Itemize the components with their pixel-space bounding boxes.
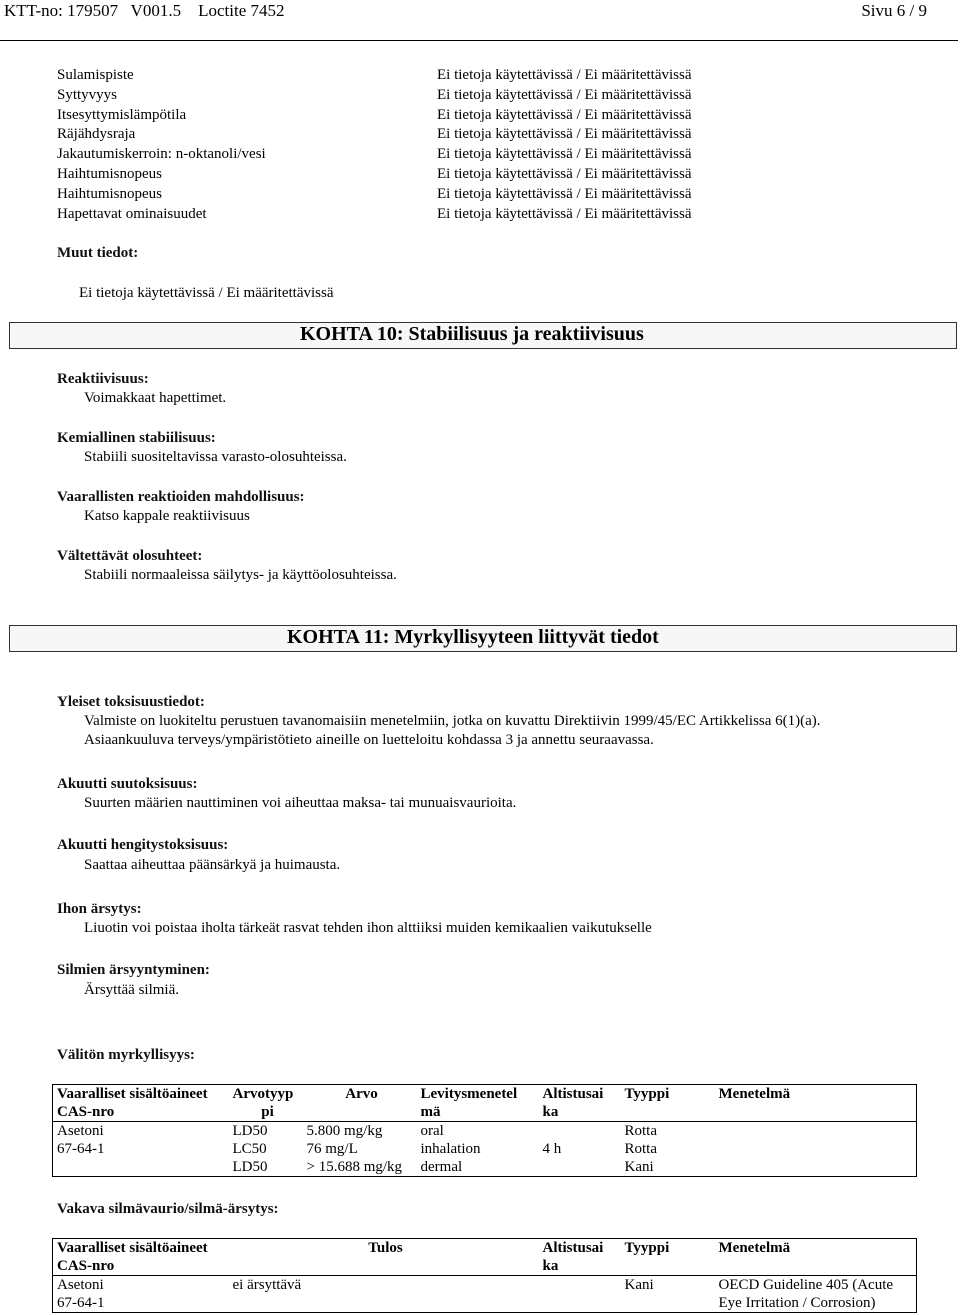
property-label: Hapettavat ominaisuudet — [57, 205, 207, 222]
table-cell: LD50 — [229, 1122, 303, 1141]
eye-irritation-text: Ärsyttää silmiä. — [84, 982, 179, 998]
property-value: Ei tietoja käytettävissä / Ei määritettävissä — [437, 67, 692, 83]
table-header-row — [53, 1239, 917, 1276]
header-method: Menetelmä — [718, 1086, 791, 1102]
table-cell: 76 mg/L — [306, 1141, 358, 1157]
table-cell — [53, 1158, 229, 1177]
other-info-text: Ei tietoja käytettävissä / Ei määritettävissä — [79, 285, 334, 301]
table-header-cell — [53, 1239, 229, 1276]
page-header — [0, 0, 960, 40]
table-cell: > 15.688 mg/kg — [303, 1158, 417, 1177]
acute-inhalation-text: Saattaa aiheuttaa päänsärkyä ja huimausta. — [84, 857, 341, 873]
general-toxicity-text-2: Asiaankuuluva terveys/ympäristötieto aineille on luetteloitu kohdassa 3 ja annettu seuraavassa. — [84, 732, 654, 748]
header-route-2: mä — [420, 1104, 441, 1120]
property-row — [57, 185, 692, 205]
hazardous-reactions-heading: Vaarallisten reaktioiden mahdollisuus: — [57, 489, 305, 505]
table-row — [53, 1140, 917, 1158]
header-species: Tyyppi — [624, 1086, 670, 1102]
table-row — [53, 1158, 917, 1177]
table-row — [53, 1294, 917, 1313]
table-cell: 5.800 mg/kg — [303, 1122, 417, 1141]
table-cell: Rotta — [624, 1141, 657, 1157]
skin-irritation-text: Liuotin voi poistaa iholta tärkeät rasvat tehden ihon alttiiksi muiden kemikaalien vaikutukselle — [84, 920, 652, 936]
property-value: Ei tietoja käytettävissä / Ei määritettävissä — [437, 126, 692, 143]
header-cas: CAS-nro — [57, 1258, 115, 1274]
property-label: Sulamispiste — [57, 67, 134, 83]
table-cell: 67-64-1 — [53, 1140, 229, 1158]
property-row — [57, 145, 692, 165]
conditions-to-avoid-text: Stabiili normaaleissa säilytys- ja käyttöolosuhteissa. — [84, 567, 397, 583]
table-header-cell — [621, 1239, 715, 1276]
header-divider — [0, 40, 958, 41]
page-number: Sivu 6 / 9 — [861, 1, 927, 20]
table-cell: Kani — [621, 1276, 715, 1295]
skin-irritation-heading: Ihon ärsytys: — [57, 901, 142, 917]
property-row — [57, 165, 692, 185]
property-label: Haihtumisnopeus — [57, 185, 162, 202]
property-label: Räjähdysraja — [57, 126, 136, 143]
header-route: Levitysmenetel — [420, 1086, 518, 1102]
property-row — [57, 106, 692, 126]
property-value: Ei tietoja käytettävissä / Ei määritettävissä — [437, 106, 692, 123]
hazardous-reactions-text: Katso kappale reaktiivisuus — [84, 508, 250, 524]
header-value: Arvo — [345, 1086, 378, 1102]
table-cell — [715, 1122, 917, 1141]
acute-toxicity-table — [52, 1084, 917, 1177]
eye-irritation-heading: Silmien ärsyyntyminen: — [57, 962, 210, 978]
section-10-title-bar — [9, 322, 957, 349]
table-cell: oral — [417, 1122, 539, 1141]
property-row — [57, 125, 692, 145]
table-cell — [539, 1294, 621, 1313]
header-exposure: Altistusai — [542, 1086, 604, 1102]
header-exposure-2: ka — [542, 1104, 559, 1120]
table-row — [53, 1122, 917, 1141]
table-header-row — [53, 1085, 917, 1122]
header-method: Menetelmä — [718, 1240, 791, 1256]
section-11-title-bar — [9, 625, 957, 652]
property-row — [57, 86, 692, 106]
table-header-cell — [229, 1085, 303, 1122]
table-cell: Eye Irritation / Corrosion) — [715, 1294, 917, 1313]
table-cell: 4 h — [542, 1141, 562, 1157]
table-cell: ei ärsyttävä — [229, 1276, 539, 1295]
header-ingredients: Vaaralliset sisältöaineet — [57, 1086, 208, 1102]
eye-damage-heading: Vakava silmävaurio/silmä-ärsytys: — [57, 1201, 279, 1217]
property-row — [57, 205, 692, 225]
table-cell: Asetoni — [53, 1276, 229, 1295]
header-ingredients: Vaaralliset sisältöaineet — [57, 1240, 208, 1256]
table-header-cell — [539, 1085, 621, 1122]
property-value: Ei tietoja käytettävissä / Ei määritettävissä — [437, 185, 692, 202]
property-value: Ei tietoja käytettävissä / Ei määritettävissä — [437, 165, 692, 182]
acute-toxicity-heading: Välitön myrkyllisyys: — [57, 1047, 195, 1063]
header-result: Tulos — [368, 1240, 403, 1256]
section-10-title: KOHTA 10: Stabiilisuus ja reaktiivisuus — [300, 323, 644, 345]
header-species: Tyyppi — [624, 1240, 670, 1256]
general-toxicity-text-1: Valmiste on luokiteltu perustuen tavanomaisiin menetelmiin, jotka on kuvattu Direktiivin 1999/45/EC Artikkelissa 6(1)(a). — [84, 713, 821, 729]
acute-inhalation-heading: Akuutti hengitystoksisuus: — [57, 837, 229, 853]
table-header-cell — [303, 1085, 417, 1122]
property-value: Ei tietoja käytettävissä / Ei määritettävissä — [437, 146, 692, 163]
property-value: Ei tietoja käytettävissä / Ei määritettävissä — [437, 86, 692, 103]
property-label: Itsesyttymislämpötila — [57, 106, 187, 123]
table-cell — [539, 1276, 621, 1295]
property-label: Jakautumiskerroin: n-oktanoli/vesi — [57, 146, 266, 163]
reactivity-heading: Reaktiivisuus: — [57, 371, 149, 387]
table-header-cell — [229, 1239, 539, 1276]
header-exposure: Altistusai — [542, 1240, 604, 1256]
table-cell: dermal — [417, 1158, 539, 1177]
table-header-cell — [715, 1239, 917, 1276]
eye-damage-table — [52, 1238, 917, 1313]
table-cell: Asetoni — [53, 1122, 229, 1141]
table-cell: LC50 — [232, 1141, 267, 1157]
property-list — [57, 66, 692, 224]
table-cell — [229, 1294, 539, 1313]
table-header-cell — [539, 1239, 621, 1276]
conditions-to-avoid-heading: Vältettävät olosuhteet: — [57, 548, 203, 564]
table-cell: OECD Guideline 405 (Acute — [715, 1276, 917, 1295]
table-row — [53, 1276, 917, 1295]
general-toxicity-heading: Yleiset toksisuustiedot: — [57, 694, 205, 710]
table-cell — [539, 1158, 621, 1177]
stability-text: Stabiili suositeltavissa varasto-olosuhteissa. — [84, 449, 347, 465]
property-value: Ei tietoja käytettävissä / Ei määritettävissä — [437, 205, 692, 222]
property-label: Syttyvyys — [57, 86, 118, 103]
document-id: KTT-no: 179507 V001.5 Loctite 7452 — [4, 1, 285, 20]
table-cell: inhalation — [420, 1141, 481, 1157]
table-cell: Kani — [621, 1158, 715, 1177]
acute-oral-text: Suurten määrien nauttiminen voi aiheuttaa maksa- tai munuaisvaurioita. — [84, 795, 517, 811]
table-cell — [621, 1294, 715, 1313]
table-cell — [715, 1140, 917, 1158]
table-header-cell — [417, 1085, 539, 1122]
table-header-cell — [53, 1085, 229, 1122]
stability-heading: Kemiallinen stabiilisuus: — [57, 430, 216, 446]
section-11-title: KOHTA 11: Myrkyllisyyteen liittyvät tiedot — [287, 626, 659, 648]
property-label: Haihtumisnopeus — [57, 165, 162, 182]
table-header-cell — [621, 1085, 715, 1122]
header-value-type-2: pi — [261, 1104, 274, 1120]
header-value-type: Arvotyyp — [232, 1086, 294, 1102]
header-exposure-2: ka — [542, 1258, 559, 1274]
other-info-heading: Muut tiedot: — [57, 245, 139, 261]
table-cell: LD50 — [229, 1158, 303, 1177]
table-cell: Rotta — [621, 1122, 715, 1141]
reactivity-text: Voimakkaat hapettimet. — [84, 390, 227, 406]
acute-oral-heading: Akuutti suutoksisuus: — [57, 776, 198, 792]
table-header-cell — [715, 1085, 917, 1122]
table-cell — [715, 1158, 917, 1177]
table-cell: 67-64-1 — [53, 1294, 229, 1313]
header-cas: CAS-nro — [57, 1104, 115, 1120]
property-row — [57, 66, 692, 86]
table-cell — [539, 1122, 621, 1141]
